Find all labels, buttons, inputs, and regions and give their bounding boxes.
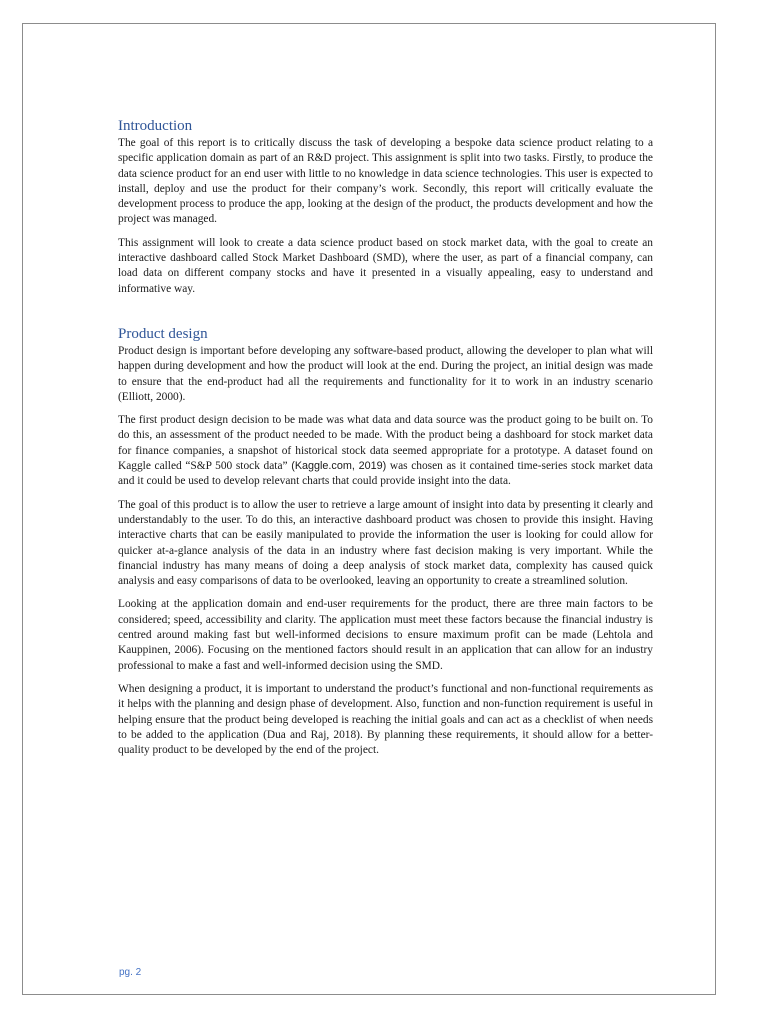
document-page [22, 23, 716, 995]
heading-product-design: Product design [118, 325, 208, 342]
kaggle-citation: (Kaggle.com, 2019) [291, 460, 387, 473]
product-design-paragraph-4: Looking at the application domain and end-user requirements for the product, there are three main factors to be considered; speed, accessibility and clarity. The application must meet these factors because the financial industry is centred around making fast but well-informed decisions to ensure maximum profit can be made (Lehtola and Kauppinen, 2006). Focusing on the mentioned factors should result in an application that can allow for an industry professional to make a fast and well-informed decision using the SMD. [118, 598, 653, 672]
product-design-paragraph-2 [118, 413, 653, 489]
paragraph-text: The first product design decision to be made was what data and data source was the product going to be built on. To do this, an assessment of the product needed to be made. With the product being a dashboard for stock market data for finance companies, a snapshot of historical stock data seemed appropriate for a prototype. A dataset found on Kaggle called “S&P 500 stock data” [118, 414, 653, 473]
intro-paragraph-1: The goal of this report is to critically discuss the task of developing a bespoke data science product relating to a specific application domain as part of an R&D project. This assignment is split into two tasks. Firstly, to produce the data science product for an end user with little to no knowledge in data science technologies. This user is expected to install, deploy and use the product for their company’s work. Secondly, this report will critically evaluate the development process to produce the app, looking at the design of the product, the products development and how the project was managed. [118, 137, 653, 226]
intro-paragraph-2: This assignment will look to create a data science product based on stock market data, with the goal to create an interactive dashboard called Stock Market Dashboard (SMD), where the user, as part of a financial company, can load data on different company stocks and have it presented in a visually appealing, easy to understand and informative way. [118, 236, 653, 295]
page-number: pg. 2 [119, 967, 142, 978]
product-design-paragraph-5: When designing a product, it is important to understand the product’s functional and non-functional requirements as it helps with the planning and design phase of development. Also, function and non-function requirement is useful in helping ensure that the product being developed is reaching the initial goals and can act as a checklist of when needs to be added to the application (Dua and Raj, 2018). By planning these requirements, it should allow for a better-quality product to be developed by the end of the project. [118, 682, 653, 757]
heading-introduction: Introduction [118, 118, 193, 134]
product-design-paragraph-3: The goal of this product is to allow the user to retrieve a large amount of insight into data by presenting it clearly and understandably to the user. To do this, an interactive dashboard product was chosen to provide this insight. Having interactive charts that can be easily manipulated to provide the information the user is looking for could allow for quicker at-a-glance analysis of the data in an industry where fast decision making is very important. While the financial industry has many means of doing a deep analysis of stock market data, complexity has caused quick analysis and easy comparisons of data to be overlooked, leaving an opportunity to create a streamlined solution. [118, 498, 653, 588]
paragraph-text: was chosen as it contained time-series stock market data and it could be used to develop relevant charts that could provide insight into the data. [118, 460, 653, 488]
page-content [118, 117, 653, 766]
product-design-paragraph-1: Product design is important before developing any software-based product, allowing the developer to plan what will happen during development and how the product will look at the end. During the project, an initial design was made to ensure that the end-product had all the requirements and functionality for it to work in an industry scenario (Elliott, 2000). [118, 344, 653, 403]
